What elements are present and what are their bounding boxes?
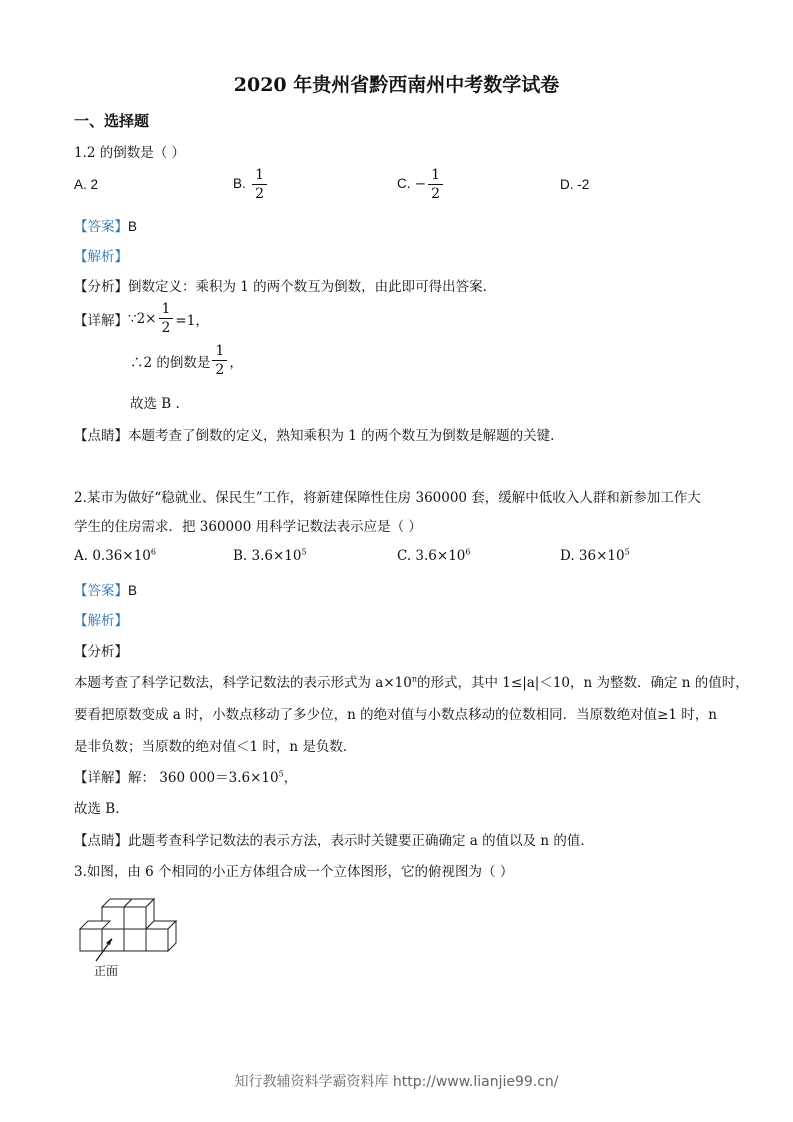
q2-stem-line2: 学生的住房需求．把 360000 用科学记数法表示应是（ ）: [74, 519, 422, 535]
fraction-denominator: 2: [255, 186, 264, 202]
answer-label: 【答案】: [74, 583, 128, 599]
fraction-numerator: 1: [252, 168, 267, 185]
q2-option-a: [74, 548, 156, 564]
page-title: 2020 年贵州省黔西南州中考数学试卷: [233, 74, 560, 96]
q1-xiangjie-step1: [74, 302, 209, 335]
fraction-numerator: 1: [159, 302, 174, 319]
q1-option-c-label: C.: [397, 176, 411, 191]
q1-option-a: A. 2: [74, 177, 99, 192]
q2-analysis-label: 【解析】: [74, 613, 128, 629]
option-exponent: 6: [465, 547, 471, 557]
xiangjie-text: 【详解】解： 360 000＝3.6×10: [74, 770, 279, 786]
q2-option-c: [397, 548, 470, 564]
q3-figure-label: 正面: [94, 964, 119, 978]
fraction-numerator: 1: [212, 344, 227, 361]
q2-body-line1: [74, 671, 749, 691]
answer-label: 【答案】: [74, 219, 128, 235]
section-heading: 一、选择题: [74, 112, 150, 130]
q1-xiangjie-step2: [130, 344, 243, 377]
xiangjie-exponent: 5: [278, 769, 284, 779]
option-exponent: 5: [301, 547, 307, 557]
q2-choose: 故选 B．: [74, 801, 129, 817]
answer-value: B: [128, 583, 138, 598]
body-text: 的形式，其中 1≤|a|＜10，n 为整数．确定 n 的值时，: [417, 675, 749, 691]
q3-stem: 3.如图，由 6 个相同的小正方体组合成一个立体图形，它的俯视图为（ ）: [74, 864, 514, 880]
option-text: C. 3.6×10: [397, 548, 466, 564]
q1-answer: [74, 215, 137, 235]
q1-option-c: [397, 168, 445, 201]
q1-option-c-fraction: [428, 168, 443, 201]
q2-body-line3: 是非负数；当原数的绝对值＜1 时，n 是负数．: [74, 739, 357, 755]
q2-fenxi-label: 【分析】: [74, 644, 128, 660]
fraction-denominator: 2: [215, 362, 225, 378]
q1-dianjing: 【点睛】本题考查了倒数的定义，熟知乘积为 1 的两个数互为倒数是解题的关键.: [74, 428, 555, 444]
xiangjie-label: 【详解】: [74, 312, 128, 329]
q2-body-line2: 要看把原数变成 a 时，小数点移动了多少位，n 的绝对值与小数点移动的位数相同．当原数绝对值≥1 时，n: [74, 707, 718, 723]
option-text: A. 0.36×10: [74, 548, 151, 564]
option-exponent: 5: [624, 547, 630, 557]
fraction-denominator: 2: [161, 320, 171, 336]
q1-option-d: D. -2: [560, 177, 590, 192]
front-arrow-icon: [92, 935, 132, 965]
step2-fraction: [212, 344, 227, 377]
q1-option-c-sign: −: [414, 176, 427, 192]
q2-option-b: [233, 548, 307, 564]
step2-pre: ∴2 的倒数是: [130, 354, 211, 371]
step1-fraction: [159, 302, 174, 335]
xiangjie-post: ，: [283, 770, 298, 786]
step1-post: =1，: [175, 312, 209, 329]
cube-front-upper-right: [124, 907, 146, 929]
q1-xiangjie-step3: 故选 B .: [130, 396, 180, 412]
q1-fenxi: 【分析】倒数定义：乘积为 1 的两个数互为倒数，由此即可得出答案.: [74, 279, 487, 295]
q2-stem-line1: 2.某市为做好“稳就业、保民生”工作，将新建保障性住房 360000 套，缓解中低收入人群和新参加工作大: [74, 490, 701, 506]
q2-answer: [74, 579, 137, 599]
body-exponent: n: [411, 674, 417, 684]
q1-option-b: [233, 168, 269, 201]
option-text: B. 3.6×10: [233, 548, 302, 564]
fraction-denominator: 2: [431, 186, 441, 202]
step1-pre: ∵2×: [128, 310, 157, 327]
q1-option-b-label: B.: [233, 176, 246, 191]
q1-stem: 1.2 的倒数是（ ）: [74, 145, 186, 161]
q2-option-d: [560, 548, 630, 564]
page-footer: 知行教辅资料学霸资料库 http://www.lianjie99.cn/: [234, 1074, 559, 1090]
q2-xiangjie: [74, 766, 297, 786]
step2-post: ，: [229, 354, 243, 371]
option-text: D. 36×10: [560, 548, 625, 564]
q1-option-b-fraction: [252, 168, 267, 201]
answer-value: B: [128, 219, 138, 234]
body-text: 本题考查了科学记数法，科学记数法的表示形式为 a×10: [74, 675, 412, 691]
cube-front-bottom-4: [146, 929, 168, 951]
q2-dianjing: 【点睛】此题考查科学记数法的表示方法，表示时关键要正确确定 a 的值以及 n 的值．: [74, 833, 594, 849]
q1-analysis-label: 【解析】: [74, 249, 128, 265]
fraction-numerator: 1: [428, 168, 443, 185]
option-exponent: 6: [150, 547, 156, 557]
